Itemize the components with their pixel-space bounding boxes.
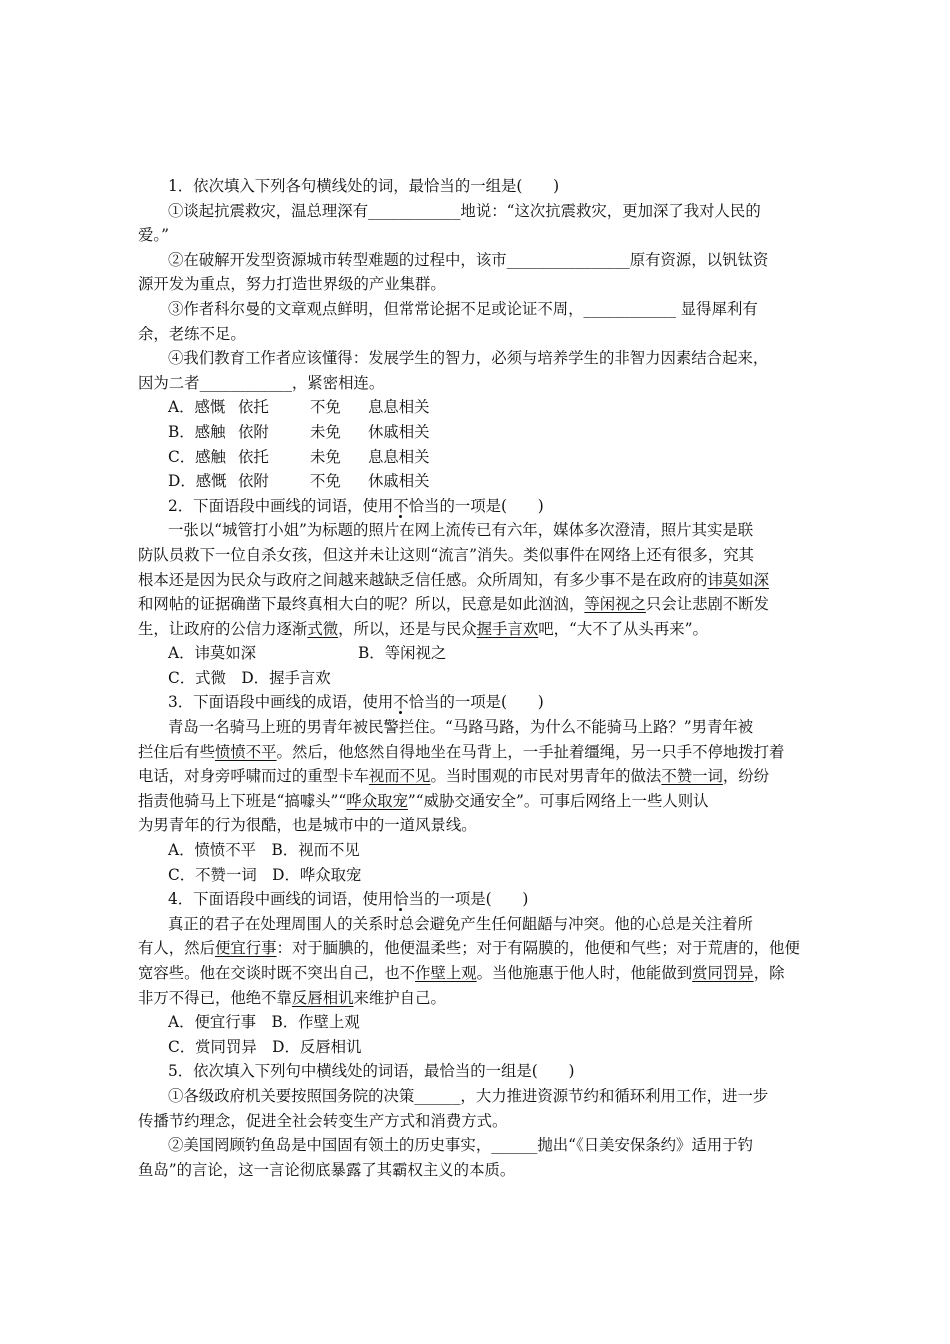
q4-passage-line: 真正的君子在处理周围人的关系时总会避免产生任何龃龉与冲突。他的心总是关注着所 (168, 914, 753, 933)
q1-sentence-3: ③作者科尔曼的文章观点鲜明，但常常论据不足或论证不周，____________ 显得犀利有 (168, 299, 758, 318)
q1-sentence-3-cont: 余，老练不足。 (138, 324, 246, 343)
underlined-term: 赏同罚异 (692, 964, 754, 982)
underlined-term: 愤愤不平 (214, 742, 277, 761)
q1-sentence-2-cont: 源开发为重点，努力打造世界级的产业集群。 (138, 275, 446, 294)
q1-sentence-4: ④我们教育工作者应该懂得：发展学生的智力，必须与培养学生的非智力因素结合起来， (168, 349, 769, 368)
q4-stem: 4．下面语段中画线的词语，使用恰当的一项是( ) (168, 890, 529, 909)
q4-passage-line: 非万不得已，他绝不靠反唇相讥来维护自己。 (138, 988, 446, 1007)
q2-passage-line: 和网帖的证据确凿下最终真相大白的呢？所以，民意是如此汹汹，等闲视之只会让悲剧不断发 (138, 595, 770, 614)
q1-sentence-1: ①谈起抗震救灾，温总理深有____________地说：“这次抗震救灾，更加深了我对人民的 (168, 201, 761, 220)
underlined-term: 哗众取宠 (346, 791, 408, 810)
q3-passage-line: 拦住后有些愤愤不平。然后，他悠然自得地坐在马背上，一手扯着缰绳，另一只手不停地拨打着 (138, 742, 785, 761)
q1-option-d: D．感慨 依附 不免 休戚相关 (168, 472, 430, 491)
q5-stem: 5．依次填入下列句中横线处的词语，最恰当的一组是( ) (168, 1062, 575, 1081)
q2-passage-line: 一张以“城管打小姐”为标题的照片在网上流传已有六年，媒体多次澄清，照片其实是联 (168, 521, 754, 540)
underlined-term: 握手言欢 (476, 619, 539, 638)
document-page (138, 174, 816, 1182)
underlined-term: 等闲视之 (584, 595, 646, 614)
q4-passage-line: 有人，然后便宜行事：对于腼腆的，他便温柔些；对于有隔膜的，他便和气些；对于荒唐的，他便 (138, 939, 800, 958)
q3-passage-line: 青岛一名骑马上班的男青年被民警拦住。“马路马路，为什么不能骑马上路？”男青年被 (168, 718, 754, 737)
q1-sentence-4-cont: 因为二者____________，紧密相连。 (138, 373, 385, 392)
q2-passage-line: 防队员救下一位自杀女孩，但这并未让这则“流言”消失。类似事件在网络上还有很多，究其 (138, 545, 754, 564)
q5-sentence-1: ①各级政府机关要按照国务院的决策______，大力推进资源节约和循环利用工作，进一步 (168, 1086, 769, 1105)
q3-stem: 3．下面语段中画线的成语，使用不恰当的一项是( ) (168, 693, 544, 712)
underlined-term: 讳莫如深 (707, 570, 770, 589)
q3-options-cd: C．不赞一词 D．哗众取宠 (168, 865, 362, 884)
q4-options-ab: A．便宜行事 B．作壁上观 (168, 1013, 360, 1032)
q2-passage-line: 根本还是因为民众与政府之间越来越缺乏信任感。众所周知，有多少事不是在政府的讳莫如深 (138, 570, 770, 589)
q5-sentence-2: ②美国罔顾钓鱼岛是中国固有领土的历史事实，______抛出“《日美安保条约》适用于钓 (168, 1136, 754, 1155)
q3-passage-line: 指责他骑马上下班是“搞噱头”“哗众取宠”“威胁交通安全”。可事后网络上一些人则认 (138, 791, 709, 810)
underlined-term: 便宜行事 (214, 939, 277, 958)
q2-options-ab: A．讳莫如深 B．等闲视之 (168, 644, 447, 663)
q4-options-cd: C．赏同罚异 D．反唇相讥 (168, 1037, 362, 1056)
q1-sentence-1-cont: 爱。” (138, 226, 169, 245)
q3-passage-line: 为男青年的行为很酷，也是城市中的一道风景线。 (138, 816, 477, 835)
underlined-term: 视而不见 (368, 767, 431, 786)
emphasis-dot-char: 不 (393, 693, 409, 712)
q5-sentence-2-cont: 鱼岛”的言论，这一言论彻底暴露了其霸权主义的本质。 (138, 1160, 516, 1179)
emphasis-dot-char: 恰 (393, 890, 409, 909)
q2-options-cd: C．式微 D．握手言欢 (168, 668, 331, 687)
underlined-term: 不赞一词 (661, 767, 723, 786)
q3-passage-line: 电话，对身旁呼啸而过的重型卡车视而不见。当时围观的市民对男青年的做法不赞一词，纷纷 (138, 767, 770, 786)
q3-options-ab: A．愤愤不平 B．视而不见 (168, 841, 360, 860)
underlined-term: 反唇相讥 (291, 988, 354, 1007)
underlined-term: 式微 (307, 619, 339, 638)
q1-option-b: B．感触 依附 未免 休戚相关 (168, 422, 430, 441)
q1-option-c: C．感触 依托 未免 息息相关 (168, 447, 430, 466)
q1-option-a: A．感慨 依托 不免 息息相关 (168, 398, 430, 417)
emphasis-dot-char: 不 (393, 496, 409, 515)
q5-sentence-1-cont: 传播节约理念，促进全社会转变生产方式和消费方式。 (138, 1111, 508, 1130)
q4-passage-line: 宽容些。他在交谈时既不突出自己，也不作壁上观。当他施惠于他人时，他能做到赏同罚异，除 (138, 964, 785, 982)
q2-passage-line: 生，让政府的公信力逐渐式微，所以，还是与民众握手言欢吧，“大不了从头再来”。 (138, 619, 708, 638)
q1-sentence-2: ②在破解开发型资源城市转型难题的过程中，该市________________原有资源，以钒钛资 (168, 250, 769, 269)
q1-stem: 1．依次填入下列各句横线处的词，最恰当的一组是( ) (168, 177, 560, 195)
underlined-term: 作壁上观 (415, 964, 477, 982)
q2-stem: 2．下面语段中画线的词语，使用不恰当的一项是( ) (168, 496, 544, 515)
